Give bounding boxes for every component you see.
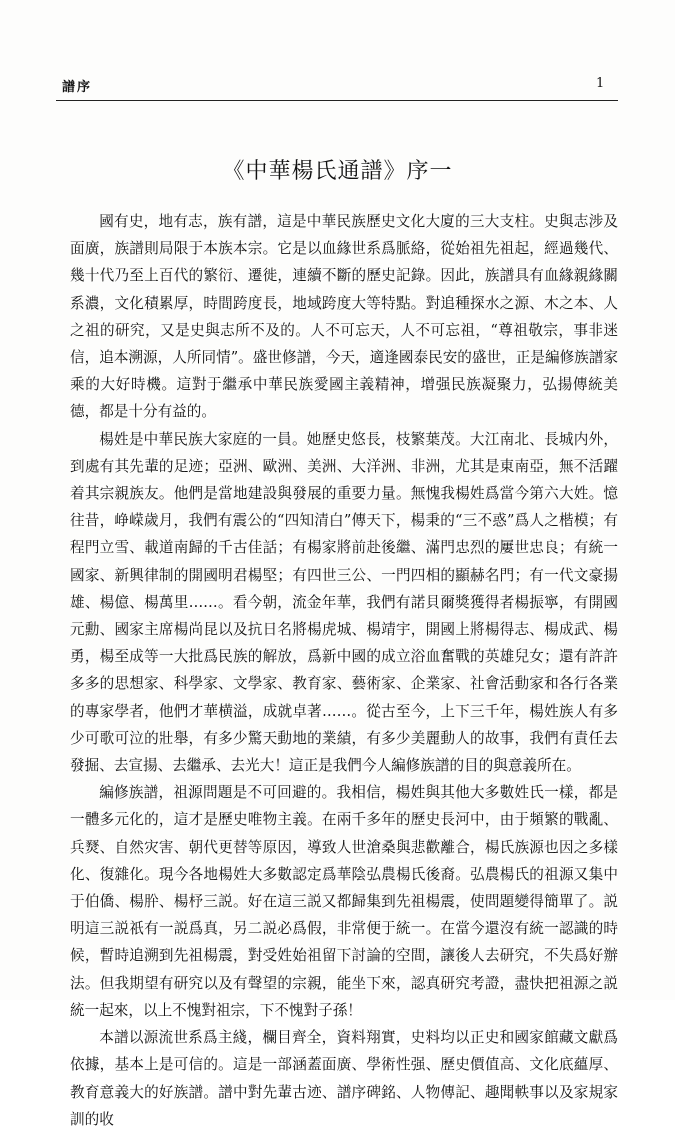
header-rule bbox=[56, 100, 618, 101]
body-text bbox=[70, 208, 618, 1133]
paragraph-1: 國有史，地有志，族有譜，這是中華民族歷史文化大廈的三大支柱。史與志涉及面廣，族譜則局限于本族本宗。它是以血緣世系爲脈絡，從始祖先祖起，經過幾代、幾十代乃至上百代的繁衍、遷徙，連續不斷的歷史記錄。因此，族譜具有血緣親緣關系濃，文化積累厚，時間跨度長，地域跨度大等特點。對追種探水之源、木之本、人之祖的研究，又是史與志所不及的。人不可忘天，人不可忘祖，“尊祖敬宗，事非迷信，追本溯源，人所同情”。盛世修譜，今天，適逢國泰民安的盛世，正是編修族譜家乘的大好時機。這對于繼承中華民族愛國主義精神，增强民族凝聚力，弘揚傳統美德，都是十分有益的。 bbox=[70, 213, 618, 421]
running-title: 譜序 bbox=[62, 80, 93, 95]
paragraph-4: 本譜以源流世系爲主綫，欄目齊全，資料翔實，史料均以正史和國家館藏文獻爲依據，基本上是可信的。這是一部涵蓋面廣、學術性强、歷史價值高、文化底蘊厚、教育意義大的好族譜。譜中對先輩古迹、譜序碑銘、人物傳記、趣聞軼事以及家規家訓的收 bbox=[70, 1029, 618, 1128]
page-title: 《中華楊氏通譜》序一 bbox=[222, 159, 453, 184]
paragraph-2: 楊姓是中華民族大家庭的一員。她歷史悠長，枝繁葉茂。大江南北、長城内外，到處有其先輩的足迹；亞洲、歐洲、美洲、大洋洲、非洲，尤其是東南亞，無不活躍着其宗親族友。他們是當地建設與發展的重要力量。無愧我楊姓爲當今第六大姓。憶往昔，峥嵘歲月，我們有震公的“四知清白”傳天下，楊秉的“三不惑”爲人之楷模；有程門立雪、載道南歸的千古佳話；有楊家將前赴後繼、滿門忠烈的屢世忠良；有統一國家、新興律制的開國明君楊堅；有四世三公、一門四相的顯赫名門；有一代文豪揚雄、楊億、楊萬里……。看今朝，流金年華，我們有諾貝爾獎獲得者楊振寧，有開國元勳、國家主席楊尚昆以及抗日名將楊虎城、楊靖宇，開國上將楊得志、楊成武、楊勇，楊至成等一大批爲民族的解放，爲新中國的成立浴血奮戰的英雄兒女；還有許許多多的思想家、科學家、文學家、教育家、藝術家、企業家、社會活動家和各行各業的專家學者，他們才華横溢，成就卓著……。從古至今，上下三千年，楊姓族人有多少可歌可泣的壯舉，有多少驚天動地的業績，有多少美麗動人的故事，我們有責任去發掘、去宣揚、去繼承、去光大！這正是我們今人編修族譜的目的與意義所在。 bbox=[70, 430, 618, 775]
page-number: 1 bbox=[596, 76, 605, 91]
paragraph-3: 編修族譜，祖源問題是不可回避的。我相信，楊姓與其他大多數姓氏一樣，都是一體多元化的，這才是歷史唯物主義。在兩千多年的歷史長河中，由于頻繁的戰亂、兵燹、自然灾害、朝代更替等原因，導致人世滄桑與悲歡離合，楊氏族源也因之多樣化、復雜化。現今各地楊姓大多數認定爲華陰弘農楊氏後裔。弘農楊氏的祖源又集中于伯僑、楊肸、楊杼三説。好在這三説又都歸集到先祖楊震，使問題變得簡單了。説明這三説祇有一説爲真，另二説必爲假，非常便于統一。在當今還沒有統一認識的時候，暫時追溯到先祖楊震，對受姓始祖留下討論的空間，讓後人去研究，不失爲好辦法。但我期望有研究以及有聲望的宗親，能坐下來，認真研究考證，盡快把祖源之説統一起來，以上不愧對祖宗，下不愧對子孫！ bbox=[70, 784, 618, 1019]
